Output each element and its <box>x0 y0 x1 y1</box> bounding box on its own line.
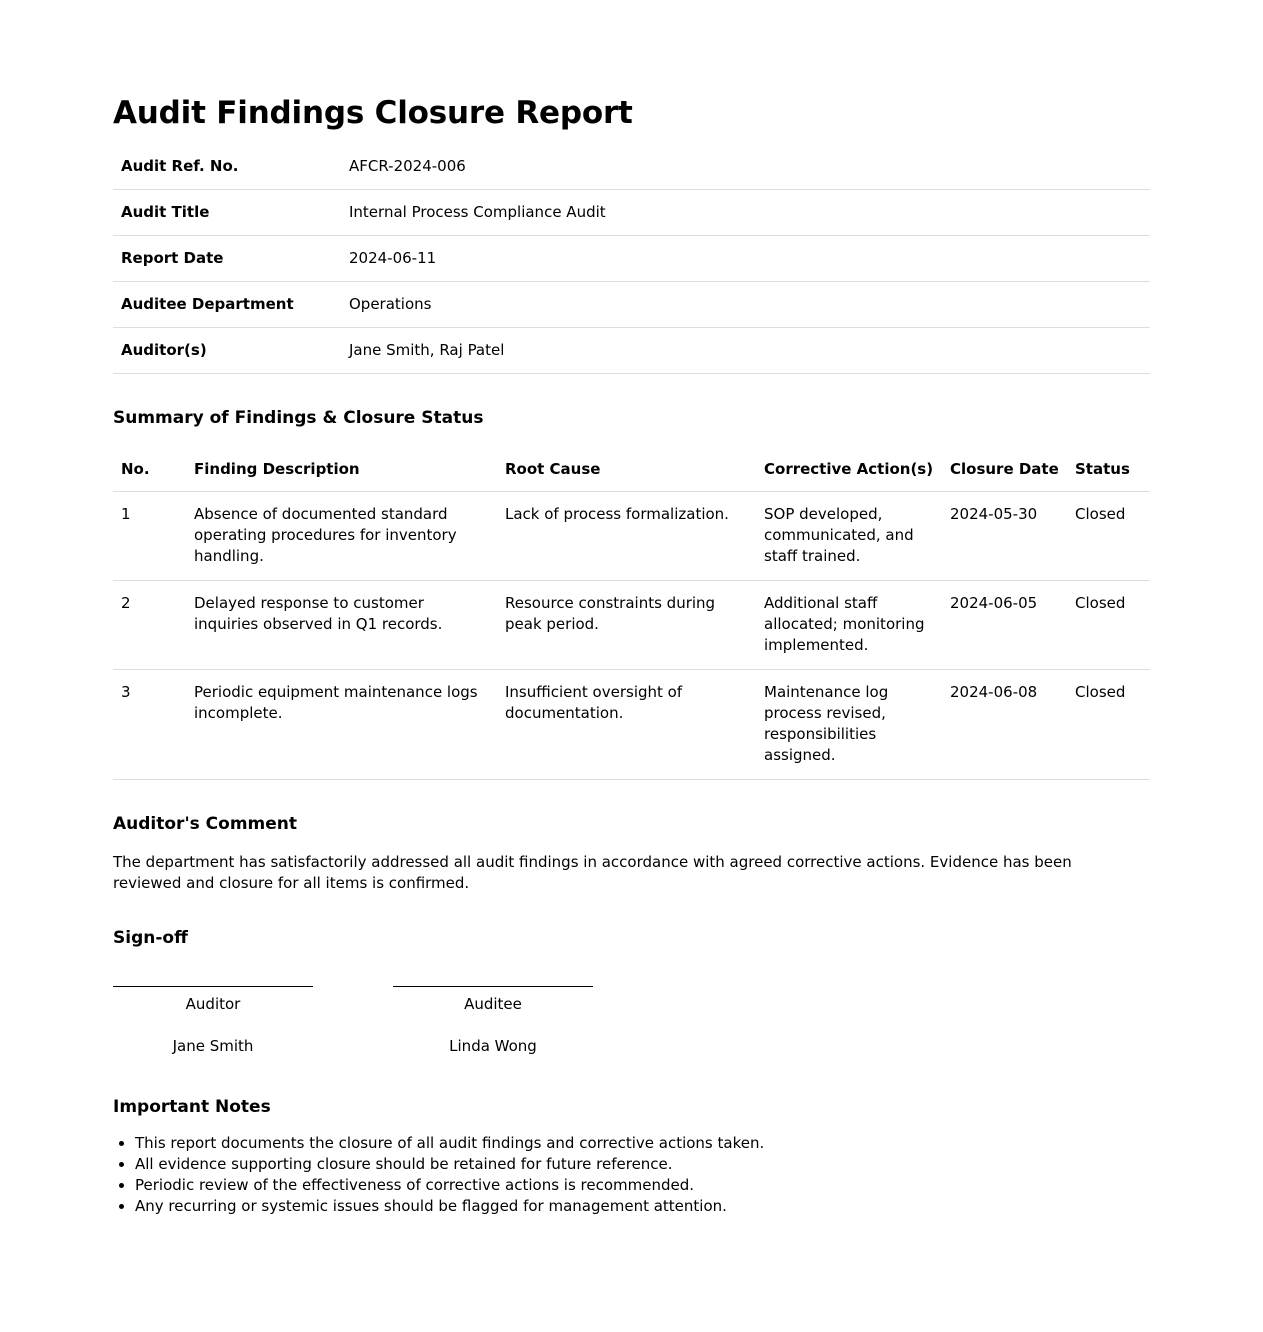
meta-label: Auditee Department <box>113 282 341 328</box>
meta-value: Internal Process Compliance Audit <box>341 190 1150 236</box>
corrective-action: Additional staff allocated; monitoring implemented. <box>756 581 942 670</box>
closure-date: 2024-05-30 <box>942 492 1067 581</box>
corrective-action: Maintenance log process revised, responsibilities assigned. <box>756 670 942 780</box>
list-item: • Periodic review of the effectiveness of corrective actions is recommended. <box>135 1175 1150 1196</box>
meta-label: Audit Title <box>113 190 341 236</box>
meta-label: Audit Ref. No. <box>113 144 341 190</box>
signature-role: Auditee <box>464 995 522 1013</box>
notes-heading: Important Notes <box>113 1097 271 1117</box>
signature-section <box>113 986 1150 1057</box>
audit-info-table <box>113 144 1150 374</box>
finding-description: Periodic equipment maintenance logs incomplete. <box>186 670 497 780</box>
column-header-closure-date: Closure Date <box>942 447 1067 492</box>
comment-heading: Auditor's Comment <box>113 814 298 834</box>
signature-name: Linda Wong <box>449 1037 537 1055</box>
corrective-action: SOP developed, communicated, and staff trained. <box>756 492 942 581</box>
column-header-finding: Finding Description <box>186 447 497 492</box>
column-header-root-cause: Root Cause <box>497 447 756 492</box>
finding-no: 3 <box>113 670 186 780</box>
status-text: Closed <box>1067 492 1150 581</box>
notes-list <box>113 1133 1150 1217</box>
signature-line <box>113 986 313 987</box>
list-item: • This report documents the closure of all audit findings and corrective actions taken. <box>135 1133 1150 1154</box>
table-row <box>113 492 1150 581</box>
table-row <box>113 581 1150 670</box>
column-header-status: Status <box>1067 447 1150 492</box>
meta-value: 2024-06-11 <box>341 236 1150 282</box>
meta-row <box>113 328 1150 374</box>
list-item: • Any recurring or systemic issues should be flagged for management attention. <box>135 1196 1150 1217</box>
signature-name: Jane Smith <box>172 1037 254 1055</box>
list-item: • All evidence supporting closure should be retained for future reference. <box>135 1154 1150 1175</box>
findings-table <box>113 447 1150 780</box>
meta-value: Operations <box>341 282 1150 328</box>
column-header-no: No. <box>113 447 186 492</box>
status-text: Closed <box>1067 581 1150 670</box>
finding-no: 1 <box>113 492 186 581</box>
signature-line <box>393 986 593 987</box>
findings-header-row <box>113 447 1150 492</box>
finding-description: Absence of documented standard operating procedures for inventory handling. <box>186 492 497 581</box>
closure-date: 2024-06-08 <box>942 670 1067 780</box>
root-cause: Lack of process formalization. <box>497 492 756 581</box>
meta-label: Report Date <box>113 236 341 282</box>
meta-value: AFCR-2024-006 <box>341 144 1150 190</box>
signature-block-auditor <box>113 986 313 1057</box>
meta-row <box>113 144 1150 190</box>
page-title: Audit Findings Closure Report <box>113 95 633 131</box>
signoff-heading: Sign-off <box>113 928 188 948</box>
table-row <box>113 670 1150 780</box>
meta-value: Jane Smith, Raj Patel <box>341 328 1150 374</box>
root-cause: Insufficient oversight of documentation. <box>497 670 756 780</box>
signature-role: Auditor <box>185 995 241 1013</box>
signature-block-auditee <box>393 986 593 1057</box>
finding-no: 2 <box>113 581 186 670</box>
closure-date: 2024-06-05 <box>942 581 1067 670</box>
finding-description: Delayed response to customer inquiries observed in Q1 records. <box>186 581 497 670</box>
meta-row <box>113 282 1150 328</box>
meta-label: Auditor(s) <box>113 328 341 374</box>
root-cause: Resource constraints during peak period. <box>497 581 756 670</box>
status-text: Closed <box>1067 670 1150 780</box>
auditor-comment-text: The department has satisfactorily addressed all audit findings in accordance with agreed corrective actions. Evidence has been reviewed and closure for all items is confirmed. <box>113 853 1072 892</box>
summary-heading: Summary of Findings & Closure Status <box>113 408 484 428</box>
column-header-corrective-action: Corrective Action(s) <box>756 447 942 492</box>
meta-row <box>113 190 1150 236</box>
report-page <box>113 0 1150 1217</box>
meta-row <box>113 236 1150 282</box>
